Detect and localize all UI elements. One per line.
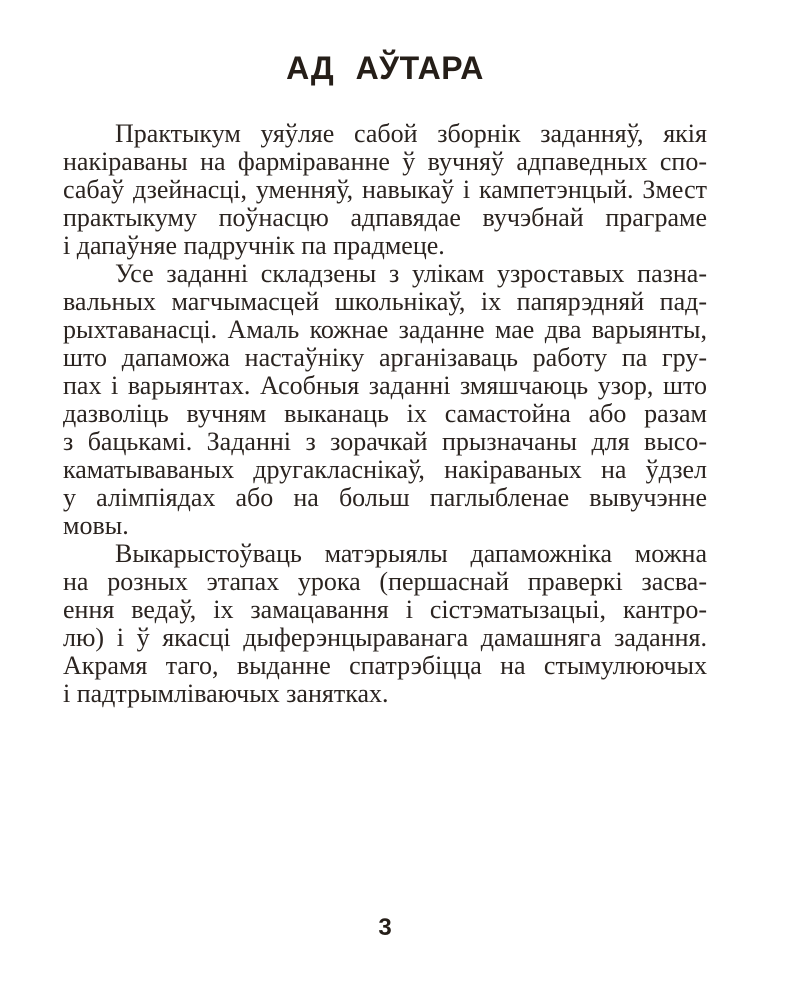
text-line: Акрамя таго, выданне спатрэбіцца на стымулюючых	[63, 651, 707, 680]
text-line: рыхтаванасці. Амаль кожнае заданне мае два варыянты,	[63, 315, 707, 344]
text-line: на розных этапах урока (першаснай праверкі засва-	[63, 567, 707, 596]
text-line: што дапаможа настаўніку арганізаваць работу па гру-	[63, 343, 707, 372]
text-line: і падтрымліваючых занятках.	[63, 679, 389, 708]
paragraph	[63, 540, 707, 708]
text-line: з бацькамі. Заданні з зорачкай прызначаны для высо-	[63, 427, 707, 456]
body-text	[63, 120, 707, 708]
text-line: каматываваных другакласнікаў, накіраваных на ўдзел	[63, 455, 707, 484]
text-line: пах і варыянтах. Асобныя заданні змяшчаюць узор, што	[63, 371, 707, 400]
paragraph	[63, 260, 707, 540]
text-line: вальных магчымасцей школьнікаў, іх папярэдняй пад-	[63, 287, 707, 316]
text-line: у алімпіядах або на больш паглыбленае вывучэнне	[63, 483, 707, 512]
text-line: мовы.	[63, 511, 129, 540]
text-line: ення ведаў, іх замацавання і сістэматызацыі, кантро-	[63, 595, 707, 624]
text-line: і дапаўняе падручнік па прадмеце.	[63, 231, 445, 260]
text-line: Практыкум уяўляе сабой зборнік заданняў, якія	[115, 119, 707, 148]
text-line: Выкарыстоўваць матэрыялы дапаможніка можна	[115, 539, 707, 568]
text-block	[63, 52, 707, 708]
page-number: 3	[378, 914, 392, 941]
text-line: сабаў дзейнасці, уменняў, навыкаў і кампетэнцый. Змест	[63, 175, 707, 204]
page-title: АД АЎТАРА	[286, 50, 484, 86]
text-line: Усе заданні складзены з улікам узроставых пазна-	[115, 259, 707, 288]
text-line: практыкуму поўнасцю адпавядае вучэбнай праграме	[63, 203, 707, 232]
text-line: дазволіць вучням выканаць іх самастойна або разам	[63, 399, 707, 428]
paragraph	[63, 120, 707, 260]
text-line: лю) і ў якасці дыферэнцыраванага дамашняга задання.	[63, 623, 707, 652]
text-line: накіраваны на фарміраванне ў вучняў адпаведных спо-	[63, 147, 707, 176]
